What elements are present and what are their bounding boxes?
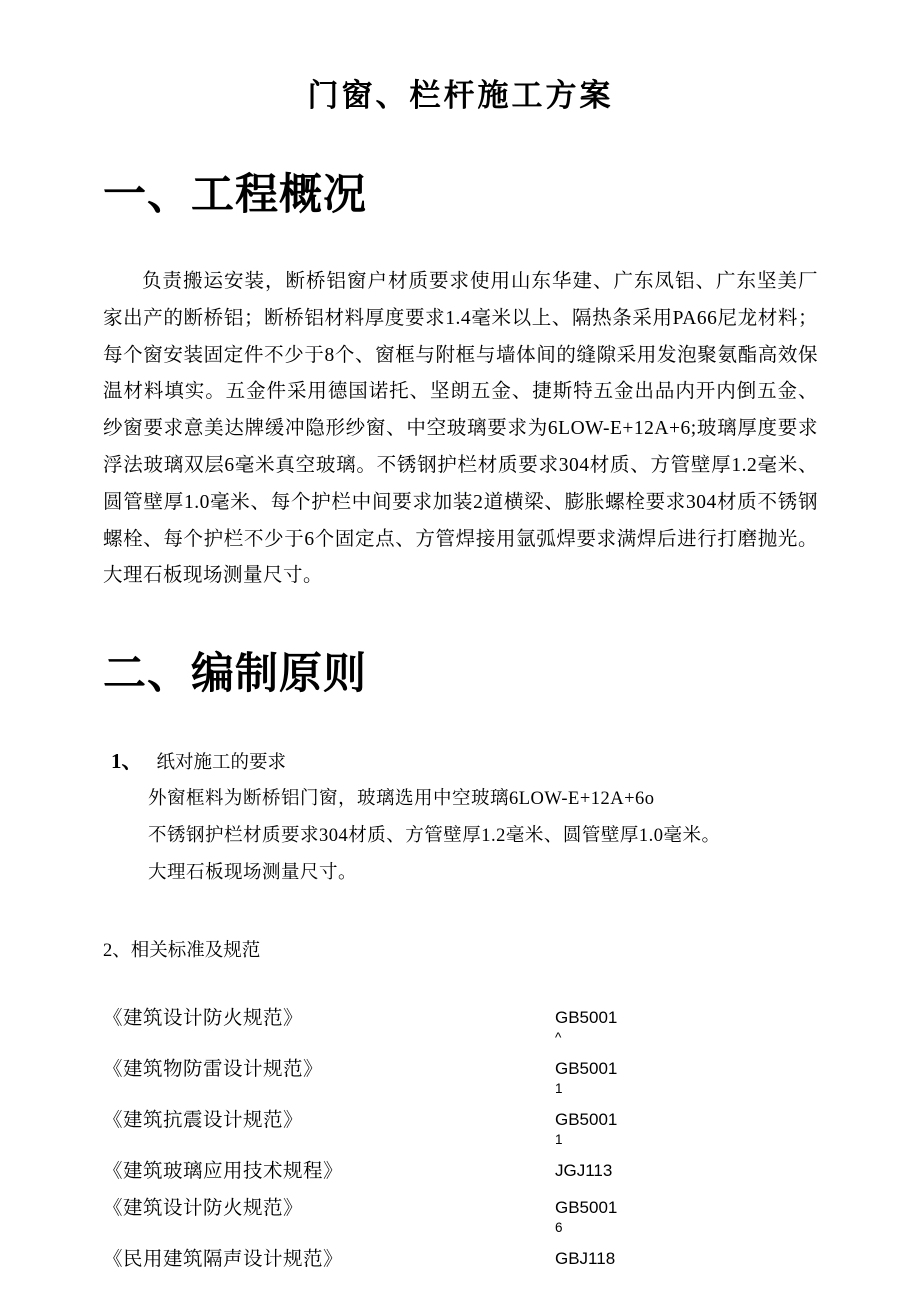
standard-code-text: GB5001 — [555, 1198, 618, 1218]
standard-row — [103, 1108, 818, 1148]
standard-row — [103, 1006, 818, 1046]
standard-name: 《建筑设计防火规范》 — [103, 1198, 304, 1220]
standard-name: 《建筑玻璃应用技术规程》 — [103, 1161, 344, 1183]
standard-name: 《建筑物防雷设计规范》 — [103, 1059, 324, 1081]
list-item-2-title: 2、相关标准及规范 — [103, 941, 261, 962]
list-item-1 — [111, 745, 818, 775]
standard-code — [555, 1247, 818, 1271]
document-title: 门窗、栏杆施工方案 — [307, 78, 614, 113]
standard-code — [555, 1057, 818, 1097]
standard-row — [103, 1159, 818, 1185]
standard-code — [555, 1196, 818, 1236]
standard-code-text: GB5001 — [555, 1059, 618, 1079]
standard-code-wrap: 1 — [555, 1132, 563, 1148]
section1-heading: 一、工程概况 — [103, 172, 367, 219]
standard-code — [555, 1108, 818, 1148]
standard-code-text: GB5001 — [555, 1008, 618, 1028]
standard-name: 《民用建筑隔声设计规范》 — [103, 1249, 344, 1271]
standard-code — [555, 1006, 818, 1046]
list-item-1-number: 1、 — [111, 749, 143, 774]
detail-line: 外窗框料为断桥铝门窗，玻璃选用中空玻璃6LOW-E+12A+6o — [148, 789, 655, 810]
standard-code-wrap: ^ — [555, 1030, 562, 1046]
standard-code-wrap: 6 — [555, 1220, 563, 1236]
detail-line: 不锈钢护栏材质要求304材质、方管壁厚1.2毫米、圆管壁厚1.0毫米。 — [148, 826, 721, 847]
standard-name: 《建筑设计防火规范》 — [103, 1008, 304, 1030]
standard-row — [103, 1057, 818, 1097]
standards-list — [103, 1006, 818, 1273]
standard-code-text: JGJ113 — [555, 1161, 613, 1181]
standard-code-text: GB5001 — [555, 1110, 618, 1130]
standard-code-text: GBJ118 — [555, 1249, 616, 1269]
standard-code — [555, 1159, 818, 1183]
standard-row — [103, 1196, 818, 1236]
list-item-1-details — [148, 781, 818, 892]
list-item-1-title: 纸对施工的要求 — [156, 753, 287, 774]
section2-heading: 二、编制原则 — [103, 651, 367, 699]
standard-row — [103, 1247, 818, 1273]
section1-paragraph: 负责搬运安装，断桥铝窗户材质要求使用山东华建、广东凤铝、广东坚美厂家出产的断桥铝；断桥铝材料厚度要求1.4毫米以上、隔热条采用PA66尼龙材料；每个窗安装固定件不少于8个、窗框与附框与墙体间的缝隙采用发泡聚氨酯高效保温材料填实。五金件采用德国诺托、坚朗五金、捷斯特五金出品内开内倒五金、纱窗要求意美达牌缓冲隐形纱窗、中空玻璃要求为6LOW-E+12A+6;玻璃厚度要求浮法玻璃双层6毫米真空玻璃。不锈钢护栏材质要求304材质、方管壁厚1.2毫米、圆管壁厚1.0毫米、每个护栏中间要求加装2道横梁、膨胀螺栓要求304材质不锈钢螺栓、每个护栏不少于6个固定点、方管焊接用氩弧焊要求满焊后进行打磨抛光。大理石板现场测量尺寸。 — [103, 271, 818, 587]
detail-line: 大理石板现场测量尺寸。 — [148, 863, 358, 884]
standard-code-wrap: 1 — [555, 1081, 563, 1097]
standard-name: 《建筑抗震设计规范》 — [103, 1110, 304, 1132]
